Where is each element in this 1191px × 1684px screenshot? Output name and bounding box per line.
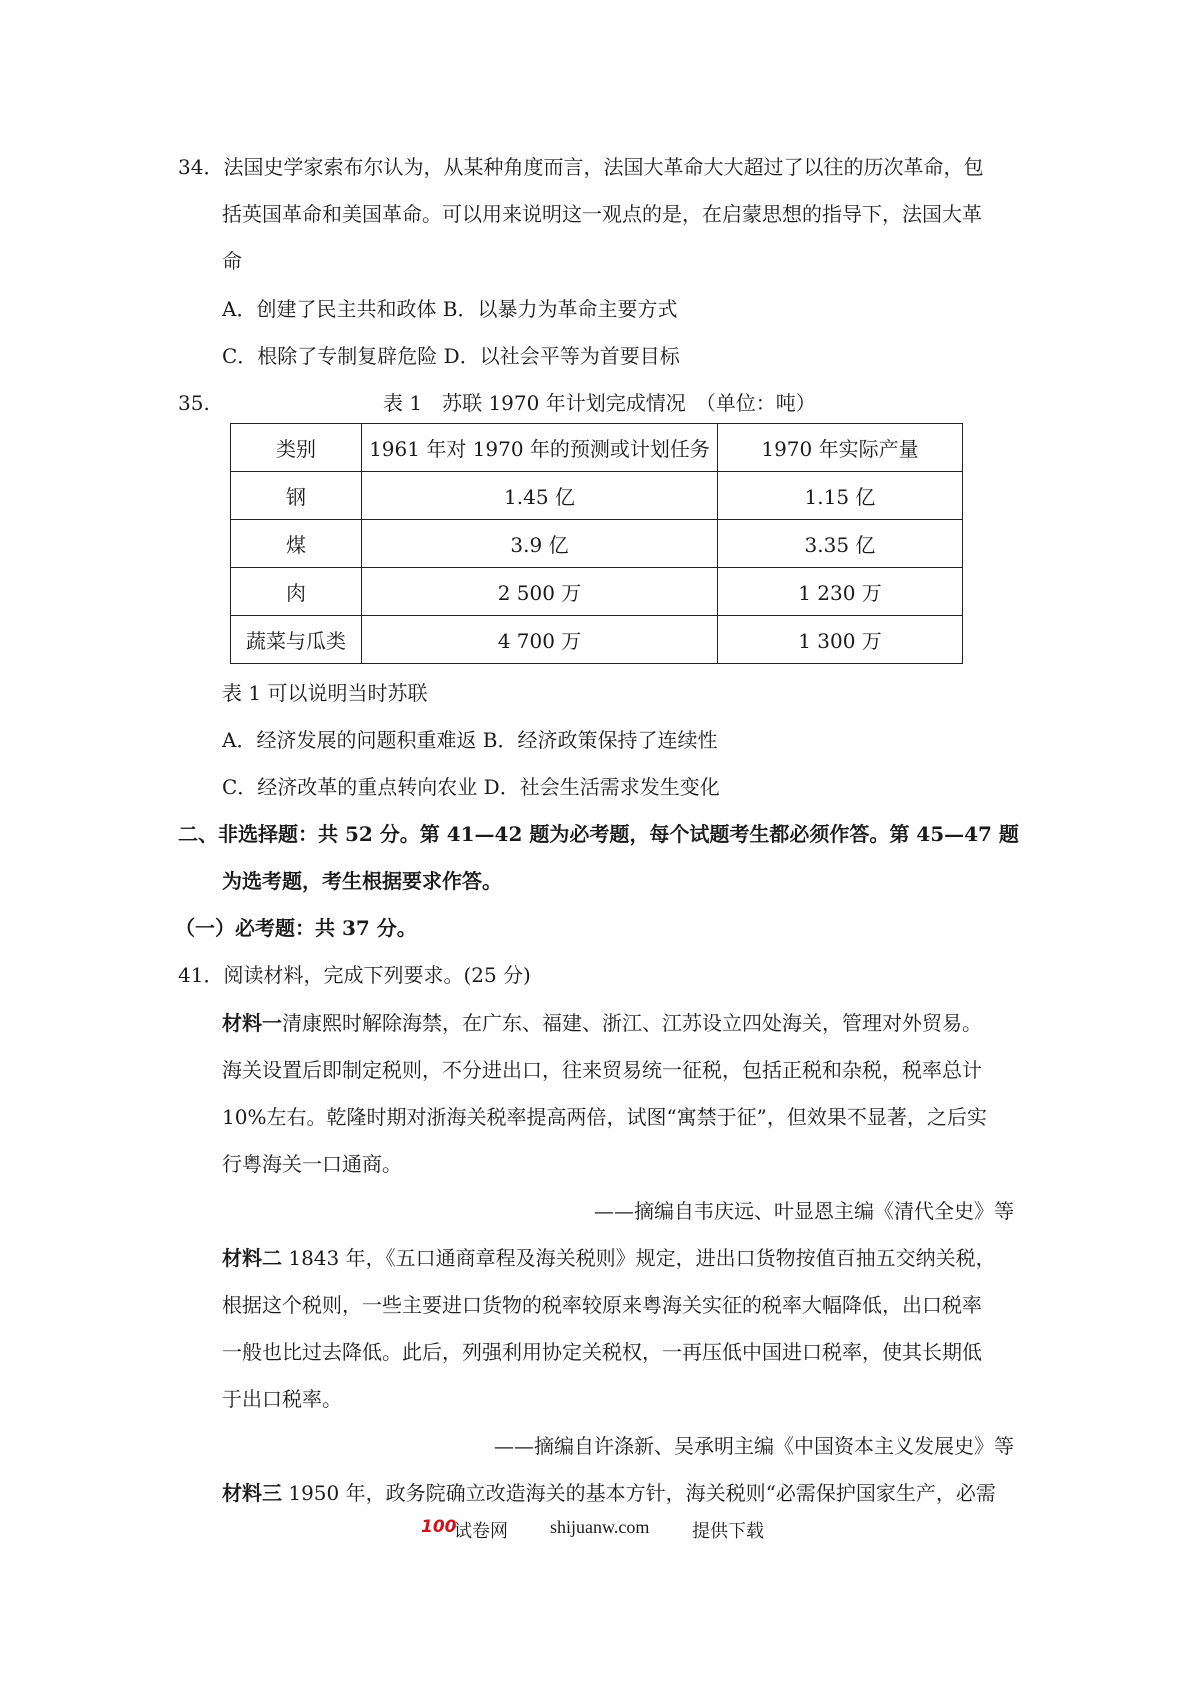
- table-cell: 煤: [231, 520, 362, 568]
- table-cell: 1 230 万: [718, 568, 963, 616]
- material1-source: ——摘编自韦庆远、叶显恩主编《清代全史》等: [594, 1199, 1014, 1223]
- section2-heading-line2: 为选考题，考生根据要求作答。: [222, 869, 502, 893]
- material1-label: 材料一: [222, 1011, 282, 1035]
- section2-subheading: （一）必考题：共 37 分。: [175, 916, 417, 940]
- q35-options-ab: A．经济发展的问题积重难返 B．经济政策保持了连续性: [222, 728, 718, 752]
- q35-number: 35.: [178, 391, 210, 415]
- q35-table-title: 表 1 苏联 1970 年计划完成情况 （单位：吨）: [383, 391, 816, 415]
- table-row: [231, 472, 963, 520]
- table-cell: 3.9 亿: [362, 520, 718, 568]
- material1-text: 清康熙时解除海禁，在广东、福建、浙江、江苏设立四处海关，管理对外贸易。: [282, 1011, 982, 1035]
- table-cell: 肉: [231, 568, 362, 616]
- section2-heading-line1: 二、非选择题：共 52 分。第 41—42 题为必考题，每个试题考生都必须作答。第 45—47 题: [178, 822, 1019, 846]
- table-cell: 4 700 万: [362, 616, 718, 664]
- material3-text: 1950 年，政务院确立改造海关的基本方针，海关税则“必需保护国家生产，必需: [282, 1481, 996, 1505]
- table-row: [231, 520, 963, 568]
- q34-stem-line2: 括英国革命和美国革命。可以用来说明这一观点的是，在启蒙思想的指导下，法国大革: [222, 202, 982, 226]
- table-header-cell: 类别: [231, 424, 362, 472]
- material3-line1: [222, 1479, 996, 1507]
- q35-stem: 表 1 可以说明当时苏联: [222, 681, 428, 705]
- q41-title: 41．阅读材料，完成下列要求。(25 分): [178, 963, 531, 987]
- table-cell: 钢: [231, 472, 362, 520]
- site-name: 试卷网: [454, 1521, 508, 1542]
- material3-label: 材料三: [222, 1481, 282, 1505]
- material1-line4: 行粤海关一口通商。: [222, 1152, 402, 1176]
- table-row: [231, 616, 963, 664]
- q35-table: [230, 423, 963, 664]
- table-header-cell: 1970 年实际产量: [718, 424, 963, 472]
- q34-stem-line1: 34．法国史学家索布尔认为，从某种角度而言，法国大革命大大超过了以往的历次革命，包: [178, 155, 984, 179]
- table-cell: 3.35 亿: [718, 520, 963, 568]
- table-cell: 蔬菜与瓜类: [231, 616, 362, 664]
- material2-line1: [222, 1244, 996, 1272]
- table-row: [231, 568, 963, 616]
- table-header-row: [231, 424, 963, 472]
- material2-source: ——摘编自许涤新、吴承明主编《中国资本主义发展史》等: [494, 1434, 1014, 1458]
- site-logo: 100: [421, 1517, 457, 1537]
- q34-stem-line3: 命: [222, 249, 242, 273]
- material2-label: 材料二: [222, 1246, 282, 1270]
- material1-line1: [222, 1009, 982, 1037]
- material2-text: 1843 年，《五口通商章程及海关税则》规定，进出口货物按值百抽五交纳关税，: [282, 1246, 996, 1270]
- material2-line2: 根据这个税则，一些主要进口货物的税率较原来粤海关实征的税率大幅降低，出口税率: [222, 1293, 982, 1317]
- q35-options-cd: C．经济改革的重点转向农业 D．社会生活需求发生变化: [222, 775, 720, 799]
- q34-options-ab: A．创建了民主共和政体 B．以暴力为革命主要方式: [222, 297, 678, 321]
- material1-line2: 海关设置后即制定税则，不分进出口，往来贸易统一征税，包括正税和杂税，税率总计: [222, 1058, 982, 1082]
- table-cell: 2 500 万: [362, 568, 718, 616]
- material1-line3: 10%左右。乾隆时期对浙海关税率提高两倍，试图“寓禁于征”，但效果不显著，之后实: [222, 1105, 987, 1129]
- table-cell: 1.45 亿: [362, 472, 718, 520]
- download-note: 提供下载: [692, 1521, 764, 1542]
- material2-line3: 一般也比过去降低。此后，列强利用协定关税权，一再压低中国进口税率，使其长期低: [222, 1340, 982, 1364]
- table-header-cell: 1961 年对 1970 年的预测或计划任务: [362, 424, 718, 472]
- table-cell: 1 300 万: [718, 616, 963, 664]
- table-cell: 1.15 亿: [718, 472, 963, 520]
- q34-options-cd: C．根除了专制复辟危险 D．以社会平等为首要目标: [222, 344, 680, 368]
- page-footer: [0, 1517, 1191, 1547]
- material2-line4: 于出口税率。: [222, 1387, 342, 1411]
- site-url: shijuanw.com: [550, 1517, 650, 1537]
